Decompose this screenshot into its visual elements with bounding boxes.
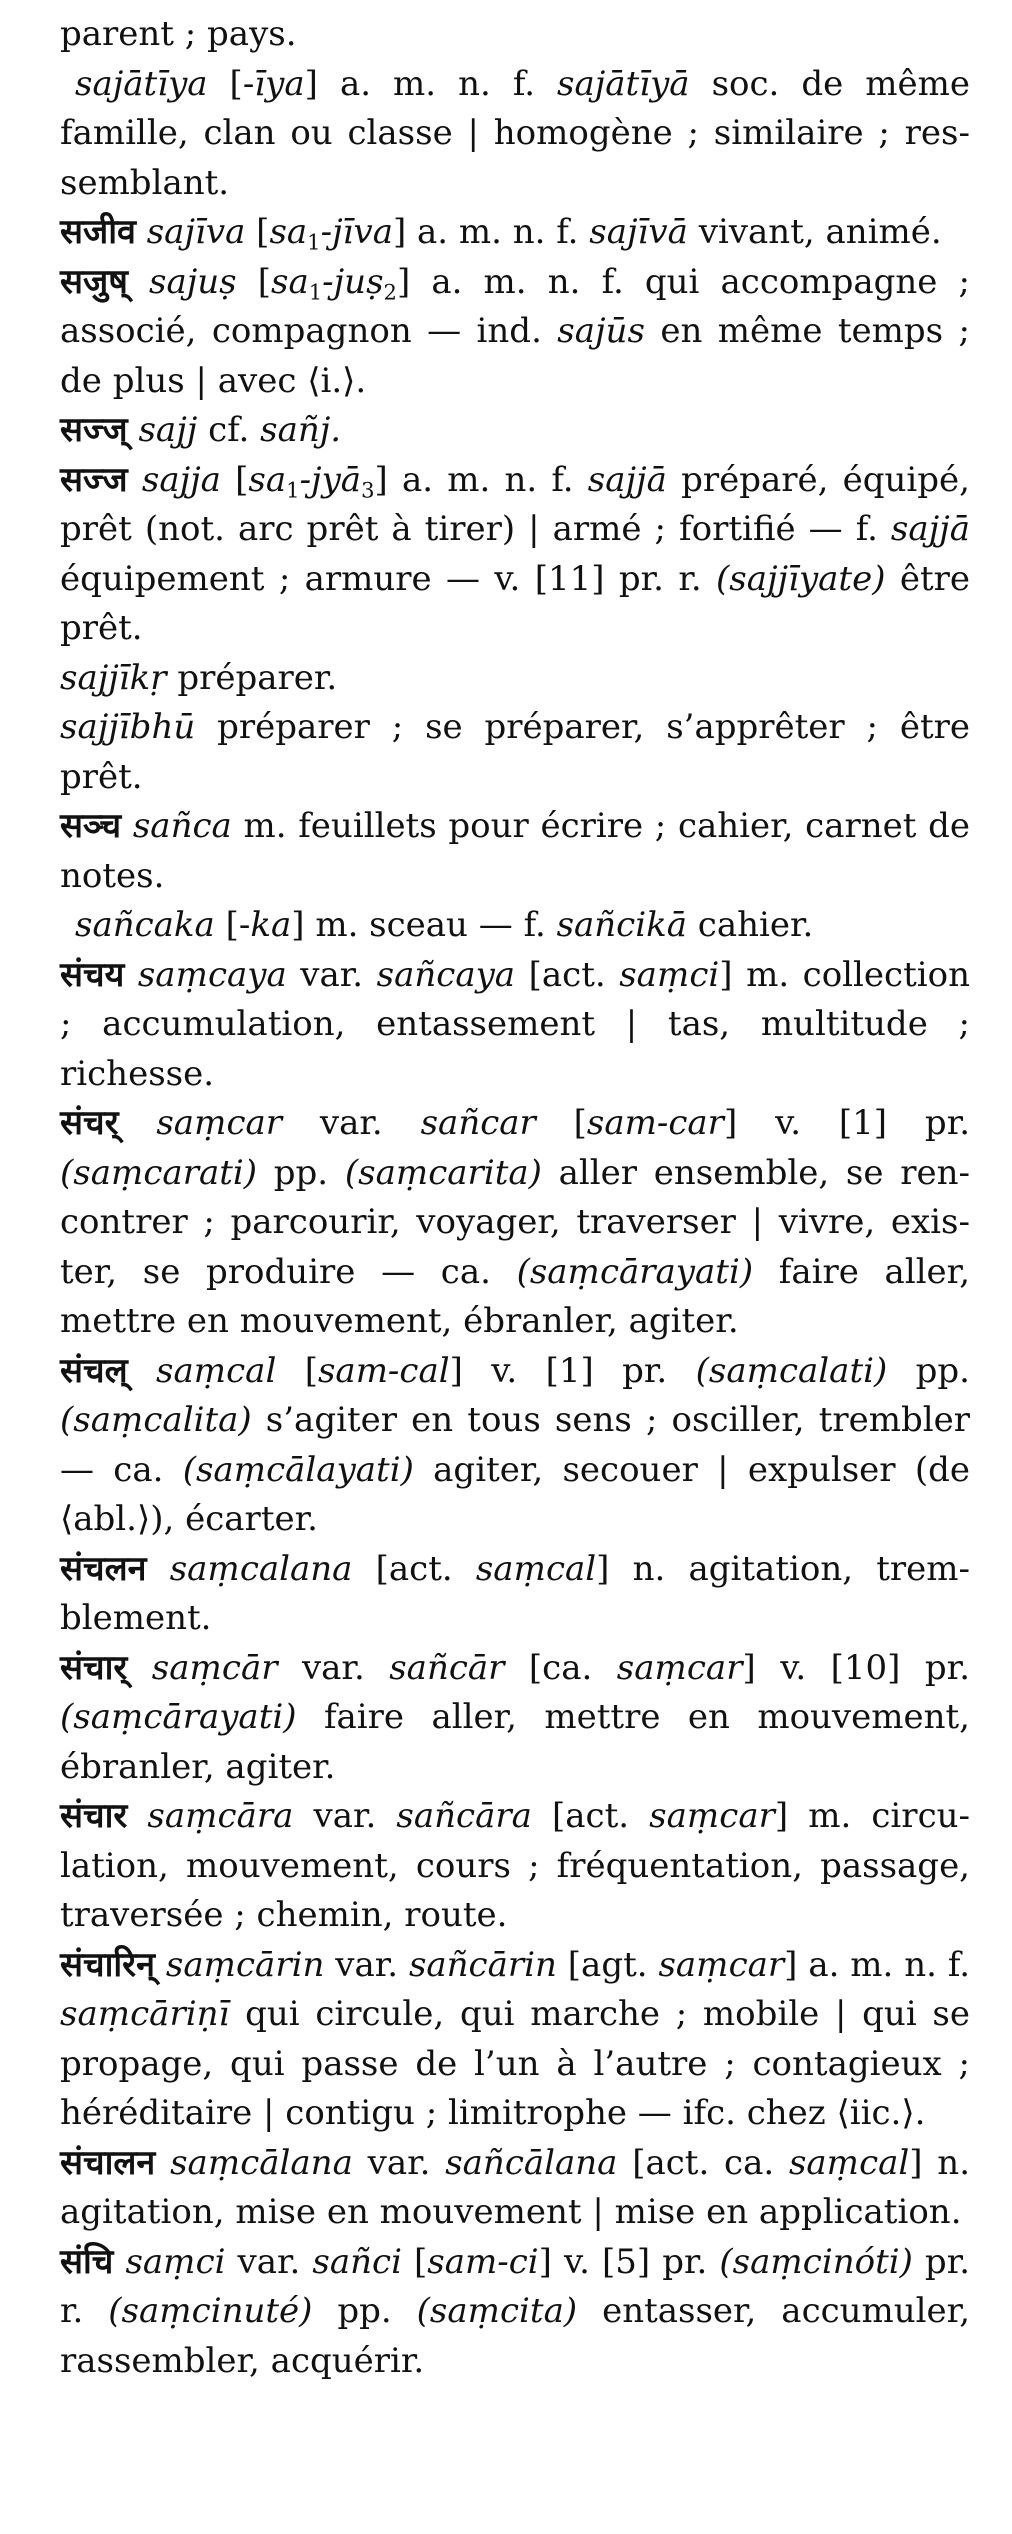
dictionary-entry-sajjibhu [60,703,970,802]
dictionary-entry-sancaka [60,901,970,951]
definition-text [128,410,139,450]
italic-term: (saṃcalati) [695,1350,888,1391]
definition-text: ] m. sceau — f. [291,905,557,945]
headword-devanagari: संचय [60,954,125,995]
definition-text: var. [225,2241,313,2282]
italic-term: sañcaka [75,905,215,945]
dictionary-entry-sanca [60,802,970,901]
italic-term: sañcār [389,1647,505,1688]
italic-term: saṃcāriṇī [60,1994,230,2034]
italic-term: sajātīyā [557,63,690,104]
definition-text: ] v. [10] pr. [742,1647,970,1688]
definition-text: cf. [197,410,261,450]
entry-list [60,10,970,2386]
definition-text [155,1945,166,1985]
italic-term: sañcaya [376,954,516,995]
definition-text: ] m. collection ; accumulation, entassement | tas, multitude ; richesse. [60,954,970,1094]
italic-term: sajj [138,410,198,450]
definition-text: vivant, animé. [687,212,942,252]
definition-text: var. [324,1944,409,1985]
definition-text: ] v. [5] pr. [538,2241,720,2282]
definition-text [124,955,138,995]
italic-term: ka [250,905,292,945]
definition-text: préparé, équipé, prêt (not. arc prêt à tirer) | armé ; fortifié — f. [60,459,970,549]
italic-term: sañcārin [408,1944,557,1985]
italic-term: (saṃcita) [416,2291,578,2331]
italic-term: sañcāra [396,1796,532,1836]
definition-text: agiter, secouer | expulser (de ⟨abl.⟩), écarter. [60,1449,970,1539]
dictionary-entry-samci [60,2238,970,2387]
dictionary-entry-samcal [60,1347,970,1545]
definition-text: [agt. [556,1944,659,1985]
definition-text [113,2242,125,2282]
dictionary-entry-samcalana2 [60,2139,970,2238]
definition-text: équipement ; armure — v. [11] pr. r. [60,558,717,599]
dictionary-entry-sajjikr [60,654,970,704]
definition-text: ] a. m. n. f. qui accompagne ; associé, compagnon — ind. [60,261,970,351]
definition-text: qui circule, qui marche ; mobile | qui se propage, qui passe de l’un à l’autre ; contagieux ; héréditaire | contigu ; limitrophe — ifc. chez ⟨iic.⟩. [60,1994,970,2133]
italic-term: (sajjīyate) [716,558,886,599]
italic-term: sajīvā [589,212,688,252]
headword-devanagari: सजुष् [60,261,128,302]
dictionary-entry-sajus [60,258,970,407]
definition-text: [ [535,1103,587,1143]
italic-term: sa [248,459,287,500]
homonym-index: 1 [286,476,300,502]
headword-devanagari: संचलन [60,1548,147,1589]
dictionary-entry-samcaya [60,951,970,1100]
definition-text: faire aller, mettre en mouvement, ébranler, agiter. [60,1251,971,1341]
dictionary-entry-samcara [60,1792,970,1941]
definition-text: [act. [515,954,620,995]
headword-devanagari: संचर् [60,1103,119,1143]
italic-term: saṃcaya [137,954,287,995]
definition-text: var. [277,1647,390,1688]
definition-text: ] v. [1] pr. [449,1350,696,1391]
italic-term: (saṃcarita) [344,1152,542,1193]
italic-term: -juṣ [322,261,384,302]
italic-term: (saṃcinóti) [719,2241,913,2282]
headword-devanagari: संचल् [60,1350,128,1391]
definition-text: préparer ; se préparer, s’apprêter ; être prêt. [60,707,970,797]
dictionary-entry-sajja [60,456,970,654]
definition-text: [- [207,63,255,104]
italic-term: -jīva [320,212,393,252]
italic-term: īya [254,63,305,104]
italic-term: saṃcar [156,1103,283,1143]
definition-text: s’agiter en tous sens ; osciller, trembler — ca. [60,1400,970,1490]
definition-text: [ [220,459,249,500]
italic-term: saṃci [619,954,720,995]
italic-term: saṃcālana [170,2142,353,2183]
italic-term: sañcikā [556,905,687,945]
italic-term: sam-car [586,1103,724,1143]
definition-text [127,1796,147,1836]
definition-text: en même temps ; de plus | avec ⟨i.⟩. [60,311,970,401]
headword-devanagari: सज्ज् [60,410,128,450]
italic-term: saṃci [125,2241,226,2282]
italic-term: sajjībhū [60,707,196,747]
italic-term: sa [269,212,308,252]
dictionary-entry-sajj [60,406,970,456]
italic-term: sajjā [890,509,970,549]
headword-devanagari: सजीव [60,212,136,252]
italic-term: sa [271,261,309,302]
dictionary-entry-cont [60,10,970,60]
definition-text: m. feuillets pour écrire ; cahier, carnet de notes. [60,806,970,896]
definition-text: [act. ca. [617,2142,789,2183]
definition-text [136,212,147,252]
italic-term: saṃcar [649,1796,775,1836]
definition-text: ] a. m. n. f. [392,212,590,252]
homonym-index: 3 [361,476,375,502]
definition-text: entasser, accumuler, rassembler, acquérir. [60,2291,971,2381]
homonym-index: 2 [383,278,397,304]
italic-term: sajuṣ [149,261,237,302]
dictionary-entry-samcarin [60,1941,970,2139]
italic-term: sañj. [260,410,342,450]
definition-text: pp. [257,1152,345,1193]
italic-term: sañca [132,806,232,846]
headword-devanagari: संचार [60,1796,128,1836]
definition-text: [act. [352,1548,476,1589]
definition-text: ] a. m. n. f. [304,63,558,104]
headword-devanagari: संचारिन् [60,1944,155,1985]
definition-text: ] a. m. n. f. [374,459,588,500]
headword-devanagari: संचार् [60,1647,128,1688]
dictionary-entry-samcaar [60,1644,970,1793]
italic-term: (saṃcarati) [60,1152,258,1193]
definition-text: préparer. [166,657,338,698]
definition-text: ] a. m. n. f. [784,1944,971,1985]
definition-text: var. [293,1796,397,1836]
headword-devanagari: सञ्च [60,806,122,846]
dictionary-entry-sajiva [60,208,970,258]
italic-term: (saṃcārayati) [60,1697,297,1737]
definition-text: ] n. agitation, tremblement. [60,1548,970,1638]
definition-text [118,1103,156,1143]
definition-text [155,2143,170,2183]
definition-text: [- [214,905,251,945]
italic-term: -jyā [299,459,362,500]
italic-term: sajjīkṛ [60,657,167,698]
definition-text: parent ; pays. [60,14,297,54]
definition-text [128,262,149,302]
italic-term: saṃcār [151,1647,278,1688]
italic-term: saṃcalana [169,1548,353,1589]
definition-text: ] n. agitation, mise en mouvement | mise en application. [60,2142,971,2232]
definition-text [127,1648,151,1688]
headword-devanagari: संचालन [60,2142,156,2183]
italic-term: saṃcal [475,1548,597,1589]
definition-text [128,460,142,500]
italic-term: (saṃcārayati) [516,1251,754,1292]
italic-term: saṃcal [788,2142,910,2183]
italic-term: sañcālana [445,2142,618,2183]
definition-text: var. [352,2142,446,2183]
italic-term: saṃcāra [147,1796,294,1836]
headword-devanagari: सज्ज [60,459,128,500]
italic-term: saṃcārin [165,1944,325,1985]
definition-text: cahier. [686,905,814,945]
italic-term: sajjā [587,459,667,500]
definition-text: pp. [887,1350,970,1391]
italic-term: (saṃcalita) [60,1400,252,1440]
italic-term: saṃcar [658,1944,785,1985]
italic-term: sam-ci [427,2241,539,2282]
definition-text: [act. [531,1796,650,1836]
italic-term: sam-cal [317,1350,450,1391]
definition-text: [ [236,261,272,302]
definition-text: pp. [312,2291,417,2331]
italic-term: (saṃcālayati) [182,1449,414,1490]
definition-text: faire aller, mettre en mouvement, ébranler, agiter. [60,1697,970,1787]
definition-text: pr. r. [60,2241,971,2331]
italic-term: sajātīya [75,63,208,104]
dictionary-entry-samcalana [60,1545,970,1644]
definition-text: soc. de même famille, clan ou classe | homogène ; similaire ; ressemblant. [60,63,970,203]
italic-term: saṃcal [156,1350,277,1391]
italic-term: (saṃcinuté) [108,2291,313,2331]
definition-text: [ [276,1350,318,1391]
definition-text: [ [245,212,270,252]
definition-text: être prêt. [60,558,971,648]
definition-text [121,806,133,846]
definition-text: var. [282,1103,421,1143]
italic-term: sajja [141,459,221,500]
definition-text: aller ensemble, se rencontrer ; parcourir, voyager, traverser | vivre, exister, se produire — ca. [60,1152,970,1292]
homonym-index: 1 [307,229,321,255]
italic-term: sajīva [146,212,246,252]
definition-text: var. [286,954,377,995]
italic-term: sañci [312,2241,402,2282]
headword-devanagari: संचि [60,2241,114,2282]
definition-text: ] m. circulation, mouvement, cours ; fréquentation, passage, traversée ; chemin, route. [60,1796,971,1935]
definition-text: [ca. [504,1647,617,1688]
italic-term: sañcar [420,1103,536,1143]
definition-text [147,1549,170,1589]
italic-term: saṃcar [616,1647,743,1688]
definition-text: [ [401,2241,428,2282]
definition-text: ] v. [1] pr. [723,1103,971,1143]
italic-term: sajūs [557,311,645,351]
dictionary-entry-samcar [60,1099,970,1347]
dictionary-entry-sajatiya [60,60,970,209]
homonym-index: 1 [308,278,323,304]
definition-text [128,1351,156,1391]
